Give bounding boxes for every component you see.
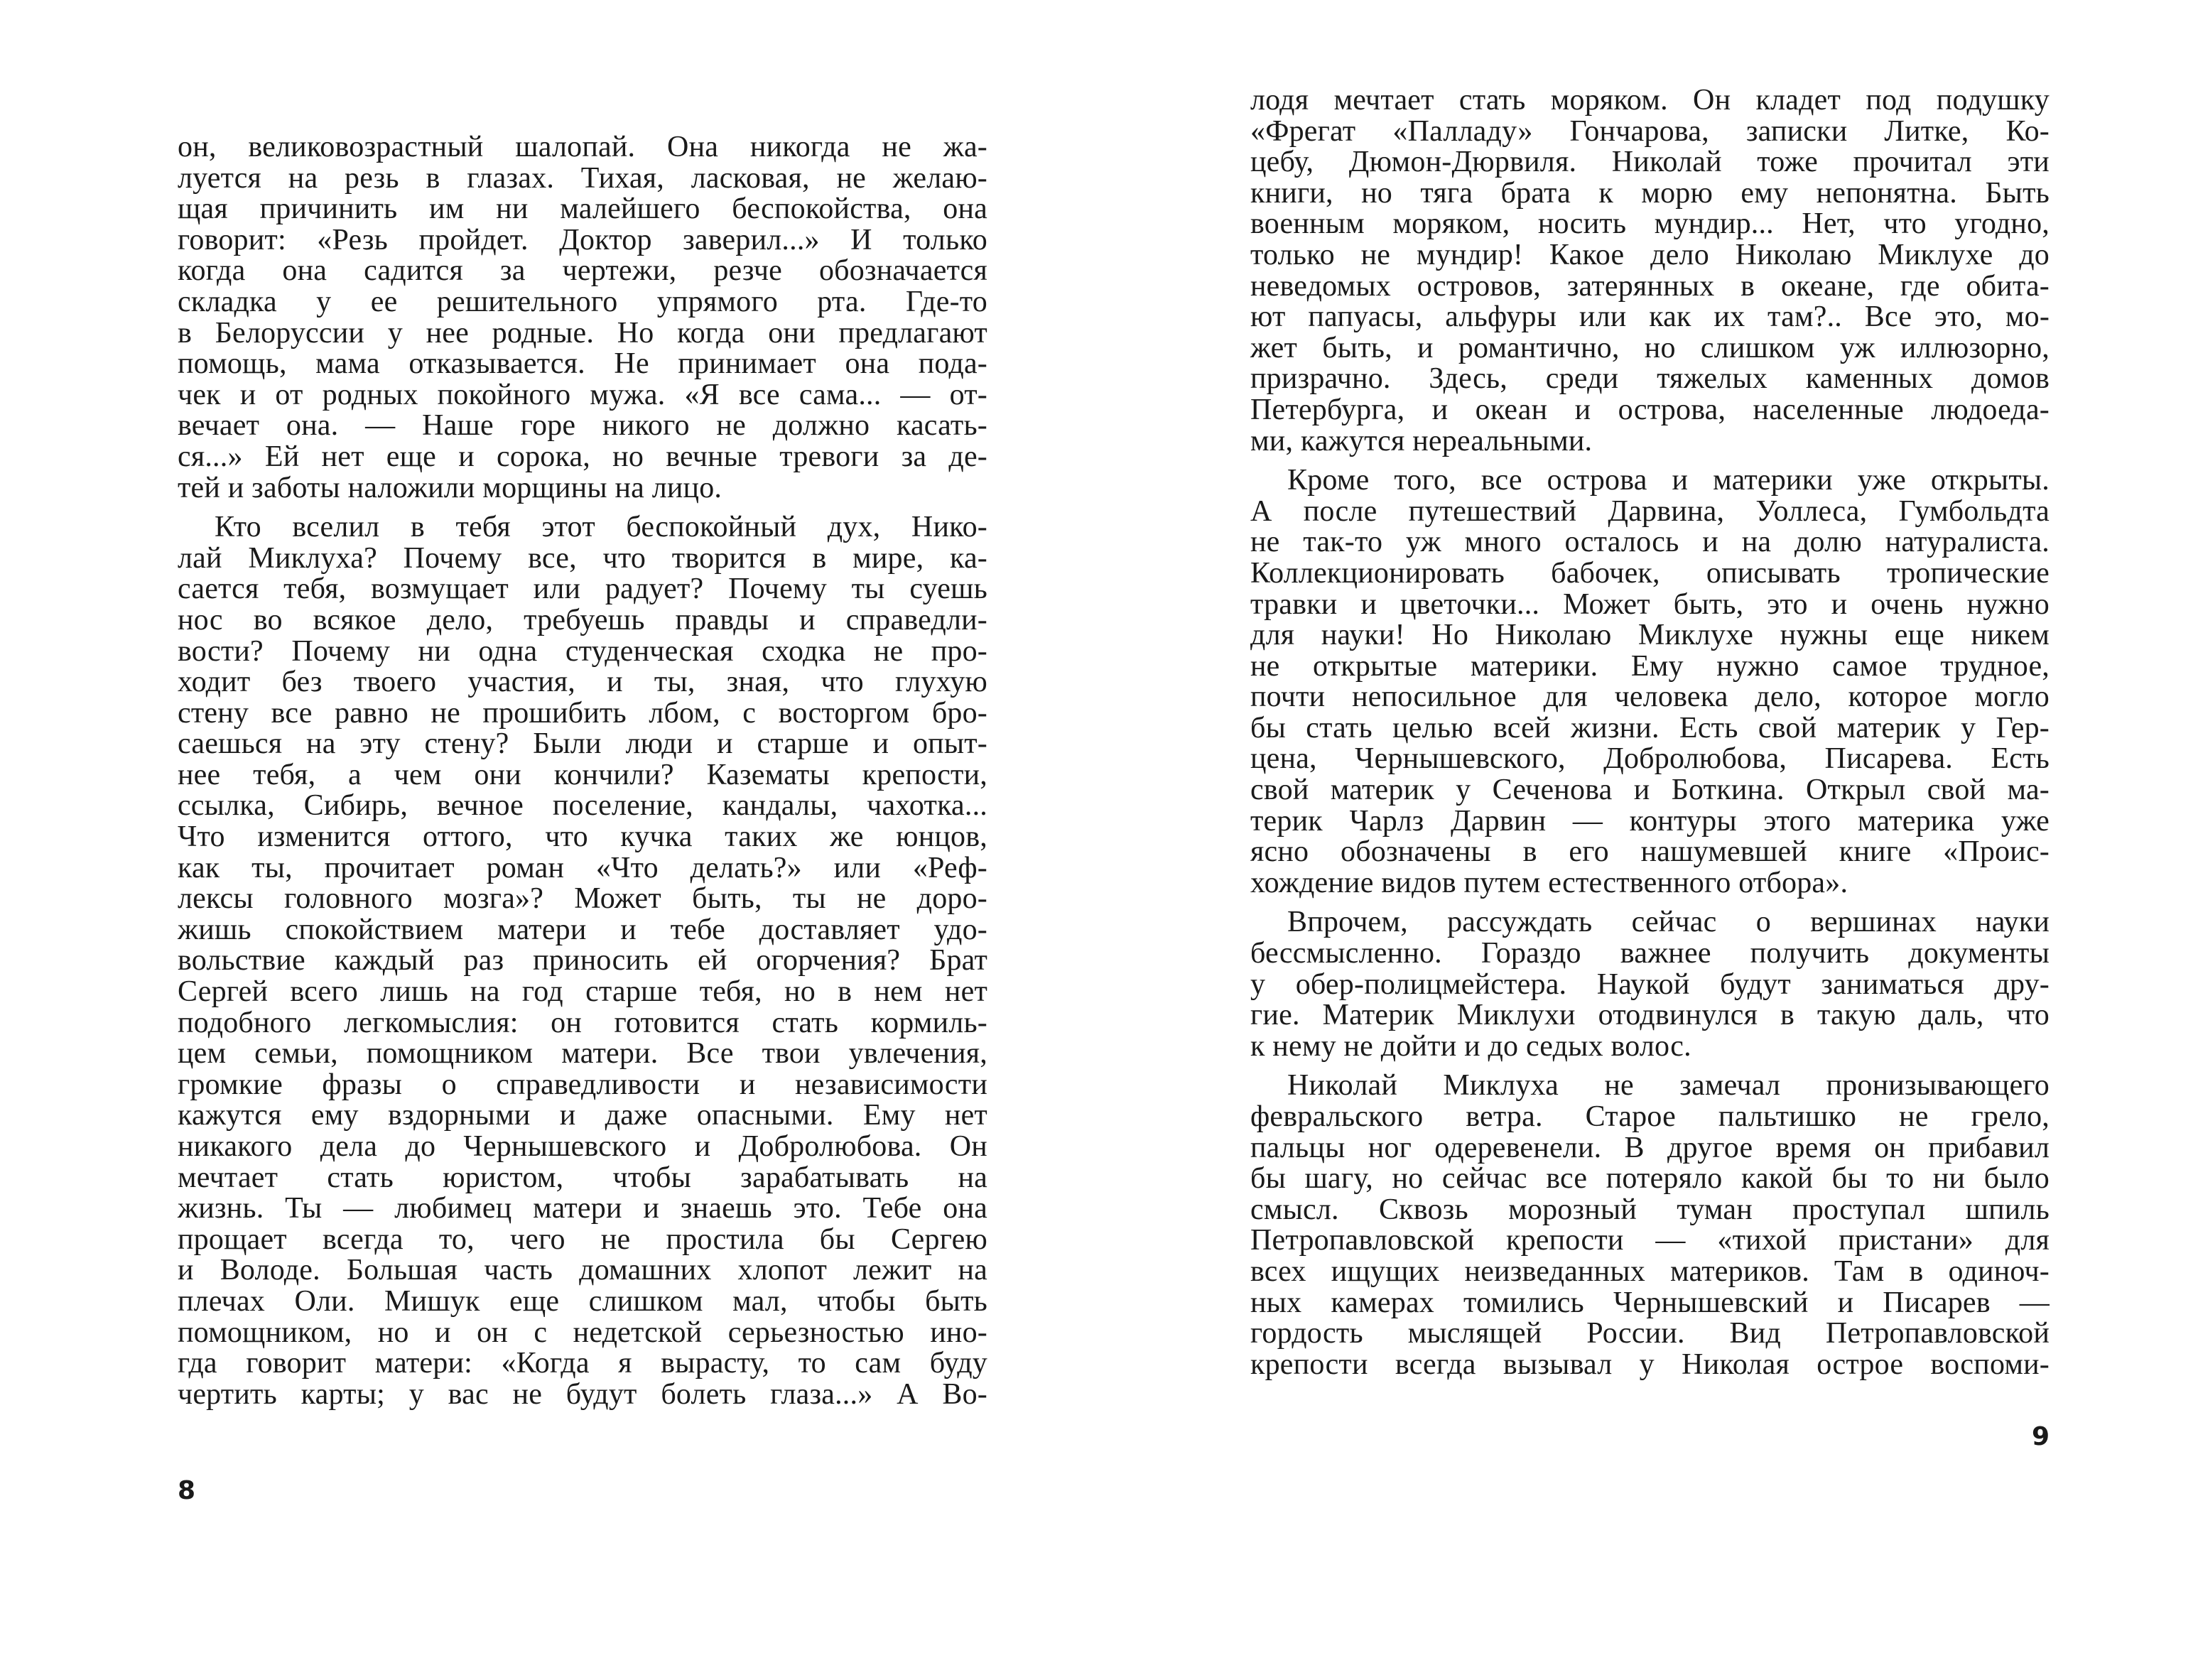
text-line: нос во всякое дело, требуешь правды и справедли- [178, 603, 987, 636]
text-line: Кто вселил в тебя этот беспокойный дух, Нико- [215, 511, 987, 544]
text-line: подобного легкомыслия: он готовится стать кормиль- [178, 1006, 987, 1039]
page-number: 9 [2031, 1422, 2050, 1451]
text-line: он, великовозрастный шалопай. Она никогда не жа- [178, 131, 987, 163]
text-line: жизнь. Ты — любимец матери и знаешь это. Тебе она [178, 1192, 987, 1225]
text-line: в Белоруссии у нее родные. Но когда они предлагают [178, 316, 987, 349]
text-line: никакого дела до Чернышевского и Добролюбова. Он [178, 1130, 987, 1163]
text-line: ся...» Ей нет еще и сорока, но вечные тревоги за де- [178, 440, 987, 473]
text-line: саешься на эту стену? Были люди и старше и опыт- [178, 727, 987, 761]
text-line: стену все равно не прошибить лбом, с восторгом бро- [178, 696, 987, 730]
text-line: Сергей всего лишь на год старше тебя, но в нем нет [178, 975, 987, 1009]
text-line: кажутся ему вздорными и даже опасными. Ему нет [178, 1099, 987, 1132]
text-line: бессмысленно. Гораздо важнее получить документы [1250, 937, 2050, 970]
text-line: свой материк у Сеченова и Боткина. Открыл свой ма- [1250, 774, 2050, 807]
text-line: ют папуасы, альфуры или как их там?.. Все это, мо- [1250, 300, 2050, 334]
text-line: смысл. Сквозь морозный туман проступал шпиль [1250, 1193, 2050, 1226]
text-line: складка у ее решительного упрямого рта. Где-то [178, 285, 987, 318]
text-line: тей и заботы наложили морщины на лицо. [178, 471, 722, 504]
text-line: прощает всегда то, чего не простила бы Сергею [178, 1223, 987, 1256]
text-line: хождение видов путем естественного отбора». [1250, 866, 1848, 899]
text-line: лодя мечтает стать моряком. Он кладет под подушку [1250, 84, 2050, 116]
text-line: у обер-полицмейстера. Наукой будут заниматься дру- [1250, 968, 2050, 1001]
text-line: Петропавловской крепости — «тихой пристани» для [1250, 1224, 2050, 1257]
text-line: жишь спокойствием матери и тебе доставляет удо- [178, 913, 987, 946]
text-line: к нему не дойти и до седых волос. [1250, 1029, 1691, 1063]
text-line: Что изменится оттого, что кучка таких же юнцов, [178, 820, 987, 854]
text-line: не так-то уж много осталось и на долю натуралиста. [1250, 526, 2050, 559]
text-line: только не мундир! Какое дело Николаю Миклухе до [1250, 238, 2050, 271]
text-line: гордость мыслящей России. Вид Петропавловской [1250, 1317, 2050, 1350]
text-line: вечает она. — Наше горе никого не должно касать- [178, 409, 987, 443]
text-line: чертить карты; у вас не будут болеть глаза...» А Во- [178, 1377, 987, 1411]
text-line: крепости всегда вызывал у Николая острое воспоми- [1250, 1348, 2050, 1381]
left-page-text [178, 132, 987, 1410]
text-line: цена, Чернышевского, Добролюбова, Писарева. Есть [1250, 742, 2050, 776]
text-line: цем семьи, помощником матери. Все твои увлечения, [178, 1037, 987, 1071]
text-line: громкие фразы о справедливости и независимости [178, 1068, 987, 1101]
text-line: ясно обозначены в его нашумевшей книге «Проис- [1250, 835, 2050, 869]
text-line: говорит: «Резь пройдет. Доктор заверил...» И только [178, 223, 987, 256]
text-line: Коллекционировать бабочек, описывать тропические [1250, 556, 2050, 590]
text-line: ми, кажутся нереальными. [1250, 424, 1593, 457]
text-line: февральского ветра. Старое пальтишко не грело, [1250, 1100, 2050, 1133]
text-line: мечтает стать юристом, чтобы зарабатывать на [178, 1161, 987, 1194]
text-line: ных камерах томились Чернышевский и Писарев — [1250, 1286, 2050, 1319]
text-line: лексы головного мозга»? Может быть, ты не доро- [178, 882, 987, 916]
text-line: нее тебя, а чем они кончили? Казематы крепости, [178, 758, 987, 791]
text-line: Петербурга, и океан и острова, населенные людоеда- [1250, 393, 2050, 426]
text-line: помощь, мама отказывается. Не принимает она пода- [178, 347, 987, 381]
text-line: как ты, прочитает роман «Что делать?» или «Реф- [178, 851, 987, 884]
text-line: ходит без твоего участия, и ты, зная, что глухую [178, 666, 987, 699]
text-line: Кроме того, все острова и материки уже открыты. [1287, 464, 2050, 497]
text-line: жет быть, и романтично, но слишком уж иллюзорно, [1250, 331, 2050, 364]
text-line: бы шагу, но сейчас все потеряло какой бы то ни было [1250, 1162, 2050, 1196]
text-line: гие. Материк Миклухи отодвинулся в такую даль, что [1250, 999, 2050, 1032]
text-line: луется на резь в глазах. Тихая, ласковая, не желаю- [178, 161, 987, 195]
text-line: вости? Почему ни одна студенческая сходка не про- [178, 634, 987, 668]
text-line: лай Миклуха? Почему все, что творится в мире, ка- [178, 541, 987, 575]
text-line: для науки! Но Николаю Миклухе нужны еще никем [1250, 619, 2050, 652]
text-line: щая причинить им ни малейшего беспокойства, она [178, 193, 987, 226]
text-line: призрачно. Здесь, среди тяжелых каменных домов [1250, 362, 2050, 396]
text-line: гда говорит матери: «Когда я вырасту, то сам буду [178, 1347, 987, 1380]
page-number: 8 [178, 1476, 196, 1505]
text-line: чек и от родных покойного мужа. «Я все сама... — от- [178, 378, 987, 411]
text-line: терик Чарлз Дарвин — контуры этого материка уже [1250, 804, 2050, 838]
text-line: бы стать целью всей жизни. Есть свой материк у Гер- [1250, 711, 2050, 744]
text-line: всех ищущих неизведанных материков. Там в одиноч- [1250, 1254, 2050, 1288]
right-page-text [1250, 85, 2050, 1380]
text-line: «Фрегат «Палладу» Гончарова, записки Литке, Ко- [1250, 114, 2050, 148]
text-line: и Володе. Большая часть домашних хлопот лежит на [178, 1254, 987, 1287]
text-line: не открытые материки. Ему нужно самое трудное, [1250, 649, 2050, 683]
text-line: помощником, но и он с недетской серьезностью ино- [178, 1316, 987, 1349]
text-line: плечах Оли. Мишук еще слишком мал, чтобы быть [178, 1284, 987, 1318]
text-line: вольствие каждый раз приносить ей огорчения? Брат [178, 944, 987, 977]
text-line: травки и цветочки... Может быть, это и очень нужно [1250, 587, 2050, 621]
text-line: ссылка, Сибирь, вечное поселение, кандалы, чахотка... [178, 789, 987, 823]
text-line: цебу, Дюмон-Дюрвиля. Николай тоже прочитал эти [1250, 146, 2050, 179]
text-line: военным моряком, носить мундир... Нет, что угодно, [1250, 207, 2050, 241]
text-line: пальцы ног одеревенели. В другое время он прибавил [1250, 1131, 2050, 1164]
text-line: Впрочем, рассуждать сейчас о вершинах науки [1287, 906, 2050, 939]
text-line: неведомых островов, затерянных в океане, где обита- [1250, 269, 2050, 303]
text-line: книги, но тяга брата к морю ему непонятна. Быть [1250, 176, 2050, 210]
text-line: когда она садится за чертежи, резче обозначается [178, 254, 987, 288]
text-line: сается тебя, возмущает или радует? Почему ты суешь [178, 573, 987, 606]
text-line: Николай Миклуха не замечал пронизывающего [1287, 1069, 2050, 1102]
text-line: почти непосильное для человека дело, которое могло [1250, 681, 2050, 714]
text-line: А после путешествий Дарвина, Уоллеса, Гумбольдта [1250, 494, 2050, 528]
